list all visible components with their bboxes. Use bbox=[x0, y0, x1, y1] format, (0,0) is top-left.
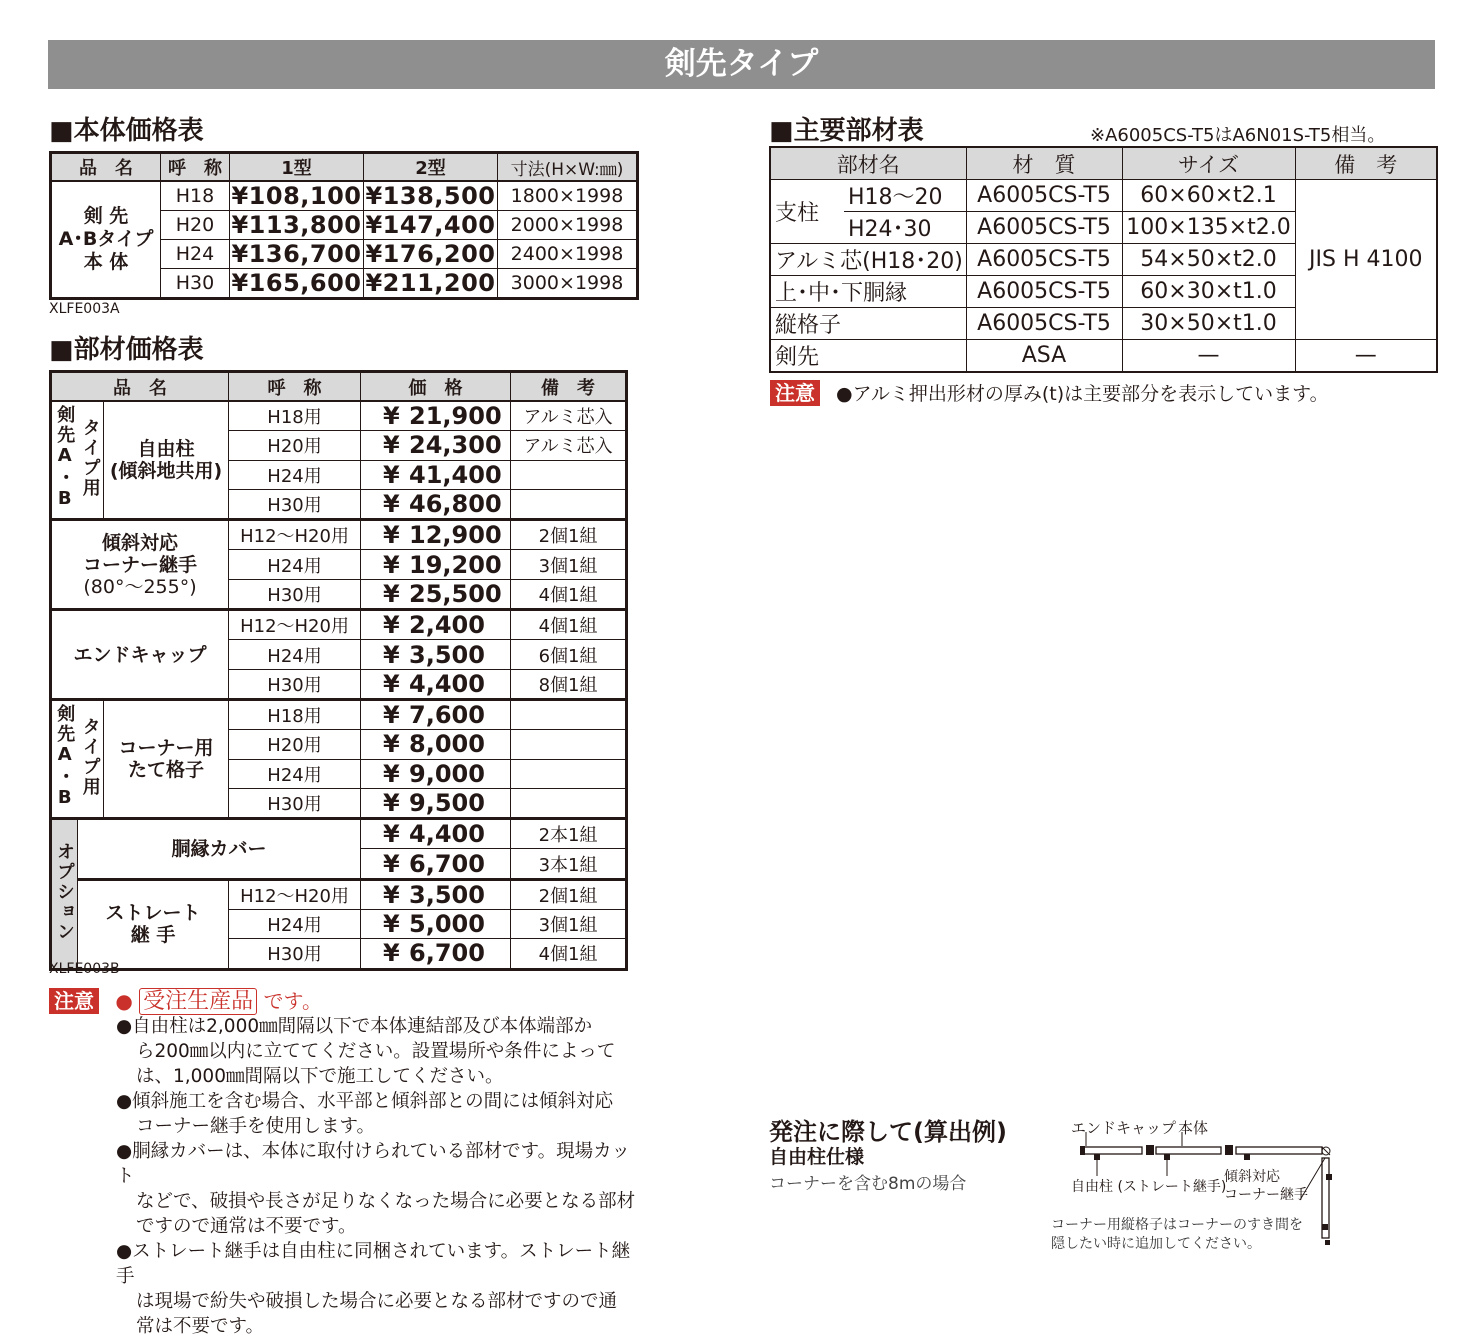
row-call: H24用 bbox=[229, 640, 361, 669]
materials-title: ■主要部材表 bbox=[769, 116, 924, 146]
note-line: ですので通常は不要です。 bbox=[136, 1216, 357, 1237]
row-price: ¥ 7,600 bbox=[361, 699, 511, 729]
option-vertical-label: オプション bbox=[51, 819, 78, 969]
pillar-label: 支柱 bbox=[770, 180, 844, 244]
row-remark: 8個1組 bbox=[511, 669, 627, 699]
note-line: ●胴縁カバーは、本体に取付けられている部材です。現場カット bbox=[116, 1141, 630, 1187]
part-name: H18〜20 bbox=[844, 180, 966, 212]
materials-caution bbox=[770, 377, 1329, 406]
note-line: などで、破損や長さが足りなくなった場合に必要となる部材 bbox=[136, 1191, 636, 1212]
group-vertical-label: 剣先A・B bbox=[51, 401, 78, 520]
row-price: ¥ 2,400 bbox=[361, 610, 511, 640]
price-type1: ¥165,600 bbox=[231, 269, 362, 297]
row-call: H18用 bbox=[229, 699, 361, 729]
row-price: ¥ 24,300 bbox=[361, 431, 511, 460]
table-row bbox=[51, 610, 627, 640]
row-remark: 2個1組 bbox=[511, 520, 627, 550]
part-size: 30×50×t1.0 bbox=[1122, 308, 1295, 340]
product-name-line: 剣 先 bbox=[83, 205, 129, 227]
fence-body-segment bbox=[1236, 1147, 1322, 1154]
header-call: 呼 称 bbox=[229, 372, 361, 402]
note-line: は、1,000㎜間隔以下で施工してください。 bbox=[136, 1066, 504, 1087]
freepost-mark bbox=[1322, 1224, 1328, 1230]
row-dim: 2400×1998 bbox=[498, 240, 638, 269]
order-title: 発注に際して(算出例) bbox=[769, 1118, 1007, 1146]
header-remark: 備 考 bbox=[1295, 147, 1437, 180]
group-name-corner-lattice: コーナー用 たて格子 bbox=[104, 699, 229, 818]
row-call: H18 bbox=[161, 181, 230, 211]
part-size: — bbox=[1122, 340, 1295, 373]
price-type2: ¥176,200 bbox=[365, 240, 496, 268]
row-remark: 2個1組 bbox=[511, 879, 627, 909]
row-price: ¥ 25,500 bbox=[361, 579, 511, 609]
row-price: ¥ 12,900 bbox=[361, 520, 511, 550]
row-price: ¥ 3,500 bbox=[361, 879, 511, 909]
row-call: H20 bbox=[161, 211, 230, 240]
row-remark: 3個1組 bbox=[511, 550, 627, 579]
note-line: ●ストレート継手は自由柱に同梱されています。ストレート継手 bbox=[116, 1241, 631, 1287]
caption-line1: コーナー用縦格子はコーナーのすき間を bbox=[1051, 1217, 1303, 1233]
row-price: ¥ 6,700 bbox=[361, 939, 511, 969]
row-remark: 3本1組 bbox=[511, 849, 627, 879]
row-dim: 2000×1998 bbox=[498, 211, 638, 240]
table-row bbox=[51, 699, 627, 729]
part-material: A6005CS-T5 bbox=[966, 212, 1122, 244]
part-material: A6005CS-T5 bbox=[966, 180, 1122, 212]
jis-standard: JIS H 4100 bbox=[1295, 180, 1437, 340]
parts-price-table bbox=[49, 370, 628, 971]
row-call: H30用 bbox=[229, 669, 361, 699]
header-hinmei: 品 名 bbox=[51, 153, 161, 182]
row-call: H18用 bbox=[229, 401, 361, 431]
freepost-mark bbox=[1164, 1154, 1170, 1160]
price-type2: ¥211,200 bbox=[365, 269, 496, 297]
table-row bbox=[51, 401, 627, 431]
row-remark bbox=[511, 460, 627, 489]
part-remark: — bbox=[1295, 340, 1437, 373]
group-name-freepost: 自由柱 (傾斜地共用) bbox=[104, 401, 229, 520]
fence-layout-diagram bbox=[1060, 1130, 1350, 1250]
freepost-mark bbox=[1244, 1154, 1250, 1160]
caution-text: ●アルミ押出形材の厚み(t)は主要部分を表示しています。 bbox=[836, 383, 1329, 405]
part-size: 100×135×t2.0 bbox=[1122, 212, 1295, 244]
label-endcap: エンドキャップ bbox=[1071, 1119, 1177, 1137]
price-type1: ¥136,700 bbox=[231, 240, 362, 268]
header-type2: 2型 bbox=[364, 153, 498, 182]
price-type1: ¥113,800 bbox=[231, 211, 362, 239]
row-remark bbox=[511, 489, 627, 519]
fence-body-segment bbox=[1084, 1147, 1142, 1154]
header-remark: 備 考 bbox=[511, 372, 627, 402]
note-line: 常は不要です。 bbox=[136, 1316, 265, 1337]
row-call: H30用 bbox=[229, 939, 361, 969]
row-remark bbox=[511, 788, 627, 818]
part-name: 上･中･下胴縁 bbox=[770, 276, 966, 308]
row-remark: アルミ芯入 bbox=[511, 431, 627, 460]
row-call: H24用 bbox=[229, 759, 361, 788]
table-row bbox=[770, 340, 1437, 373]
row-remark: 3個1組 bbox=[511, 910, 627, 939]
row-call: H20用 bbox=[229, 730, 361, 759]
leader-line bbox=[1300, 1158, 1325, 1200]
row-call: H12〜H20用 bbox=[229, 520, 361, 550]
endcap-mark bbox=[1080, 1146, 1085, 1155]
label-slope1: 傾斜対応 bbox=[1224, 1169, 1280, 1185]
parts-price-title: ■部材価格表 bbox=[49, 335, 204, 365]
header-type1: 1型 bbox=[230, 153, 364, 182]
part-size: 60×60×t2.1 bbox=[1122, 180, 1295, 212]
row-price: ¥ 3,500 bbox=[361, 640, 511, 669]
note-line: ●自由柱は2,000㎜間隔以下で本体連結部及び本体端部か bbox=[116, 1016, 593, 1037]
product-name-line: 本 体 bbox=[83, 251, 129, 273]
body-price-title: ■本体価格表 bbox=[49, 116, 204, 146]
note-line: ●傾斜施工を含む場合、水平部と傾斜部との間には傾斜対応 bbox=[116, 1091, 614, 1112]
group-name-corner-joint: 傾斜対応 コーナー継手 (80°〜255°) bbox=[51, 520, 229, 610]
notes-list bbox=[116, 1014, 646, 1339]
row-remark bbox=[511, 730, 627, 759]
row-call: H30 bbox=[161, 269, 230, 299]
header-price: 価 格 bbox=[361, 372, 511, 402]
product-name-cell bbox=[51, 181, 161, 299]
group-name-endcap: エンドキャップ bbox=[51, 610, 229, 700]
row-price: ¥ 19,200 bbox=[361, 550, 511, 579]
group-name-straight-joint: ストレート 継 手 bbox=[78, 879, 229, 969]
row-call: H24 bbox=[161, 240, 230, 269]
group-vertical-label: 剣先A・B bbox=[51, 699, 78, 818]
label-freepost: 自由柱 (ストレート継手) bbox=[1071, 1179, 1227, 1195]
part-material: A6005CS-T5 bbox=[966, 308, 1122, 340]
group-name-rail-cover: 胴縁カバー bbox=[78, 819, 361, 880]
part-material: ASA bbox=[966, 340, 1122, 373]
row-remark: 4個1組 bbox=[511, 939, 627, 969]
note-line: コーナー継手を使用します。 bbox=[136, 1116, 376, 1137]
row-remark: 4個1組 bbox=[511, 579, 627, 609]
part-material: A6005CS-T5 bbox=[966, 244, 1122, 276]
post-mark bbox=[1225, 1145, 1233, 1155]
row-price: ¥ 8,000 bbox=[361, 730, 511, 759]
fence-body-segment bbox=[1156, 1147, 1221, 1154]
row-price: ¥ 6,700 bbox=[361, 849, 511, 879]
part-name: アルミ芯(H18･20) bbox=[770, 244, 966, 276]
body-price-table bbox=[49, 151, 639, 300]
group-vertical-label: タイプ用 bbox=[78, 699, 104, 818]
row-call: H30用 bbox=[229, 579, 361, 609]
table-code-b: XLFE003B bbox=[49, 961, 120, 977]
row-price: ¥ 9,000 bbox=[361, 759, 511, 788]
table-row bbox=[770, 180, 1437, 212]
price-type1: ¥108,100 bbox=[231, 182, 362, 210]
header-call: 呼 称 bbox=[161, 153, 230, 182]
endcap-mark bbox=[1325, 1240, 1330, 1245]
bullet-red: ● bbox=[115, 989, 133, 1013]
caption-line2: 隠したい時に追加してください。 bbox=[1051, 1236, 1261, 1252]
header-material: 材 質 bbox=[966, 147, 1122, 180]
header-dim: 寸法(H×W:㎜) bbox=[498, 153, 638, 182]
row-remark: アルミ芯入 bbox=[511, 401, 627, 431]
row-price: ¥ 4,400 bbox=[361, 819, 511, 849]
made-to-order-badge: 受注生産品 bbox=[139, 988, 257, 1015]
row-call: H20用 bbox=[229, 431, 361, 460]
label-slope2: コーナー継手 bbox=[1224, 1187, 1308, 1203]
order-sub1: 自由柱仕様 bbox=[769, 1146, 865, 1168]
label-body: 本体 bbox=[1178, 1119, 1209, 1137]
table-row bbox=[51, 879, 627, 909]
row-call: H12〜H20用 bbox=[229, 879, 361, 909]
row-price: ¥ 5,000 bbox=[361, 910, 511, 939]
part-size: 60×30×t1.0 bbox=[1122, 276, 1295, 308]
row-remark bbox=[511, 699, 627, 729]
order-sub2: コーナーを含む8mの場合 bbox=[769, 1174, 967, 1194]
row-price: ¥ 41,400 bbox=[361, 460, 511, 489]
part-material: A6005CS-T5 bbox=[966, 276, 1122, 308]
order-notice-line bbox=[49, 984, 322, 1015]
row-call: H12〜H20用 bbox=[229, 610, 361, 640]
table-row bbox=[51, 520, 627, 550]
table-row bbox=[51, 181, 638, 211]
row-remark: 4個1組 bbox=[511, 610, 627, 640]
row-call: H30用 bbox=[229, 489, 361, 519]
product-name-line: A･Bタイプ bbox=[58, 228, 154, 250]
row-dim: 1800×1998 bbox=[498, 181, 638, 211]
freepost-mark bbox=[1326, 1174, 1332, 1180]
row-call: H24用 bbox=[229, 460, 361, 489]
group-vertical-label: タイプ用 bbox=[78, 401, 104, 520]
row-call: H24用 bbox=[229, 910, 361, 939]
part-name: H24･30 bbox=[844, 212, 966, 244]
row-price: ¥ 4,400 bbox=[361, 669, 511, 699]
note-line: は現場で紛失や破損した場合に必要となる部材ですので通 bbox=[136, 1291, 618, 1312]
caution-tag: 注意 bbox=[770, 380, 820, 406]
row-price: ¥ 21,900 bbox=[361, 401, 511, 431]
row-remark bbox=[511, 759, 627, 788]
table-row bbox=[51, 819, 627, 849]
price-type2: ¥147,400 bbox=[365, 211, 496, 239]
part-size: 54×50×t2.0 bbox=[1122, 244, 1295, 276]
materials-table bbox=[769, 146, 1438, 373]
part-name: 剣先 bbox=[770, 340, 966, 373]
price-type2: ¥138,500 bbox=[365, 182, 496, 210]
header-part: 部材名 bbox=[770, 147, 966, 180]
made-to-order-tail: です。 bbox=[263, 989, 322, 1013]
row-dim: 3000×1998 bbox=[498, 269, 638, 299]
materials-note: ※A6005CS-T5はA6N01S-T5相当。 bbox=[1090, 125, 1386, 146]
row-remark: 2本1組 bbox=[511, 819, 627, 849]
row-call: H30用 bbox=[229, 788, 361, 818]
note-line: ら200㎜以内に立ててください。設置場所や条件によって bbox=[136, 1041, 616, 1062]
table-code-a: XLFE003A bbox=[49, 301, 120, 317]
row-price: ¥ 9,500 bbox=[361, 788, 511, 818]
row-call: H24用 bbox=[229, 550, 361, 579]
post-mark bbox=[1146, 1145, 1154, 1155]
row-remark: 6個1組 bbox=[511, 640, 627, 669]
header-size: サイズ bbox=[1122, 147, 1295, 180]
caution-tag: 注意 bbox=[49, 988, 99, 1014]
part-name: 縦格子 bbox=[770, 308, 966, 340]
freepost-mark bbox=[1094, 1154, 1100, 1160]
row-price: ¥ 46,800 bbox=[361, 489, 511, 519]
page-banner: 剣先タイプ bbox=[48, 40, 1435, 89]
header-hinmei: 品 名 bbox=[51, 372, 229, 402]
